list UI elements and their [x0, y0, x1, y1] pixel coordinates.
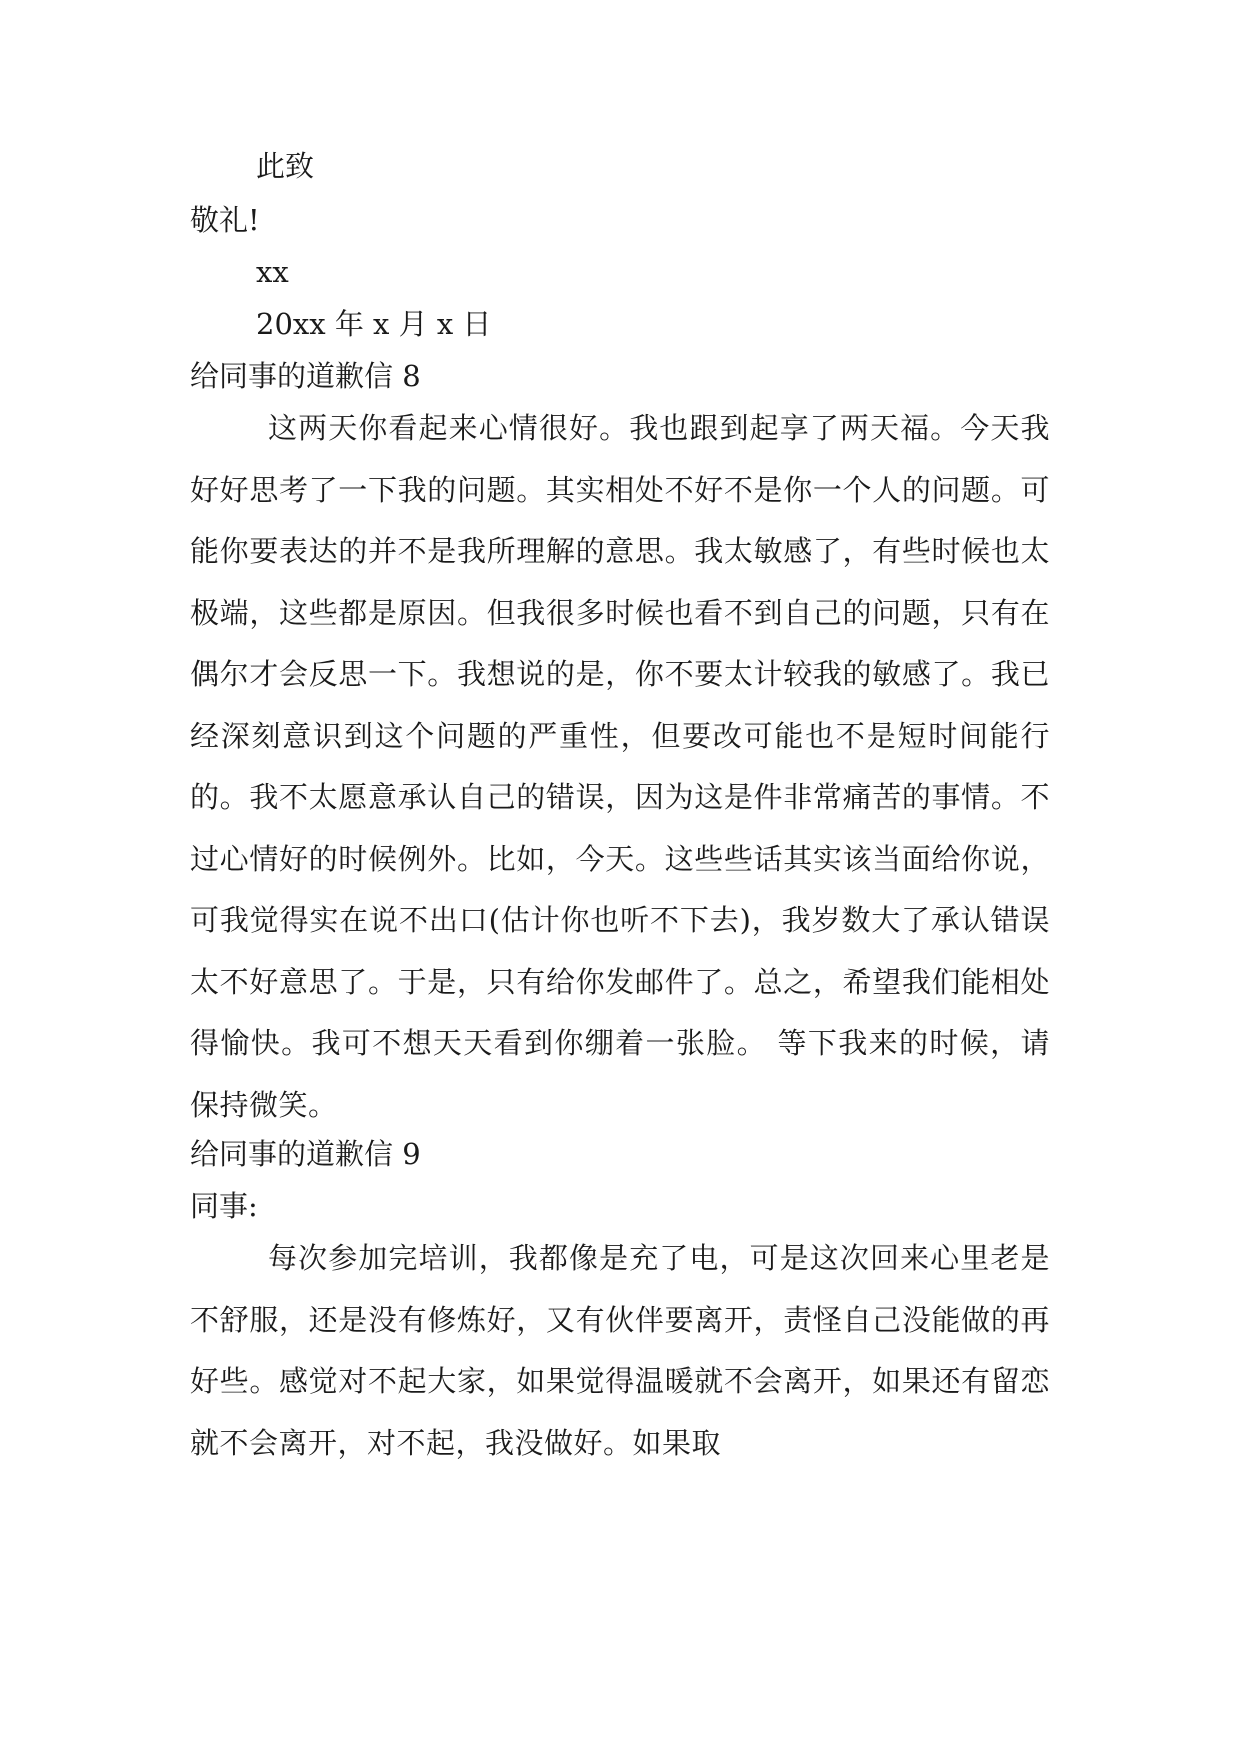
- closing-regards: 敬礼!: [190, 203, 260, 237]
- letter9-title: 给同事的道歉信 9: [190, 1137, 421, 1171]
- letter9-greeting: 同事:: [190, 1189, 258, 1223]
- letter9-body: 每次参加完培训，我都像是充了电，可是这次回来心里老是不舒服，还是没有修炼好，又有伙伴要离开，责怪自己没能做的再好些。感觉对不起大家，如果觉得温暖就不会离开，如果还有留恋就不会离开，对不起，我没做好。如果取: [190, 1241, 1050, 1460]
- letter8-title: 给同事的道歉信 8: [190, 359, 421, 393]
- closing-salutation: 此致: [256, 149, 315, 183]
- signature: xx: [256, 255, 289, 289]
- letter8-body: 这两天你看起来心情很好。我也跟到起享了两天福。今天我好好思考了一下我的问题。其实相处不好不是你一个人的问题。可能你要表达的并不是我所理解的意思。我太敏感了，有些时候也太极端，这些都是原因。但我很多时候也看不到自己的问题，只有在偶尔才会反思一下。我想说的是，你不要太计较我的敏感了。我已经深刻意识到这个问题的严重性，但要改可能也不是短时间能行的。我不太愿意承认自己的错误，因为这是件非常痛苦的事情。不过心情好的时候例外。比如，今天。这些些话其实该当面给你说，可我觉得实在说不出口(估计你也听不下去)，我岁数大了承认错误太不好意思了。于是，只有给你发邮件了。总之，希望我们能相处得愉快。我可不想天天看到你绷着一张脸。 等下我来的时候，请保持微笑。: [190, 411, 1050, 1122]
- date: 20xx 年 x 月 x 日: [256, 307, 492, 341]
